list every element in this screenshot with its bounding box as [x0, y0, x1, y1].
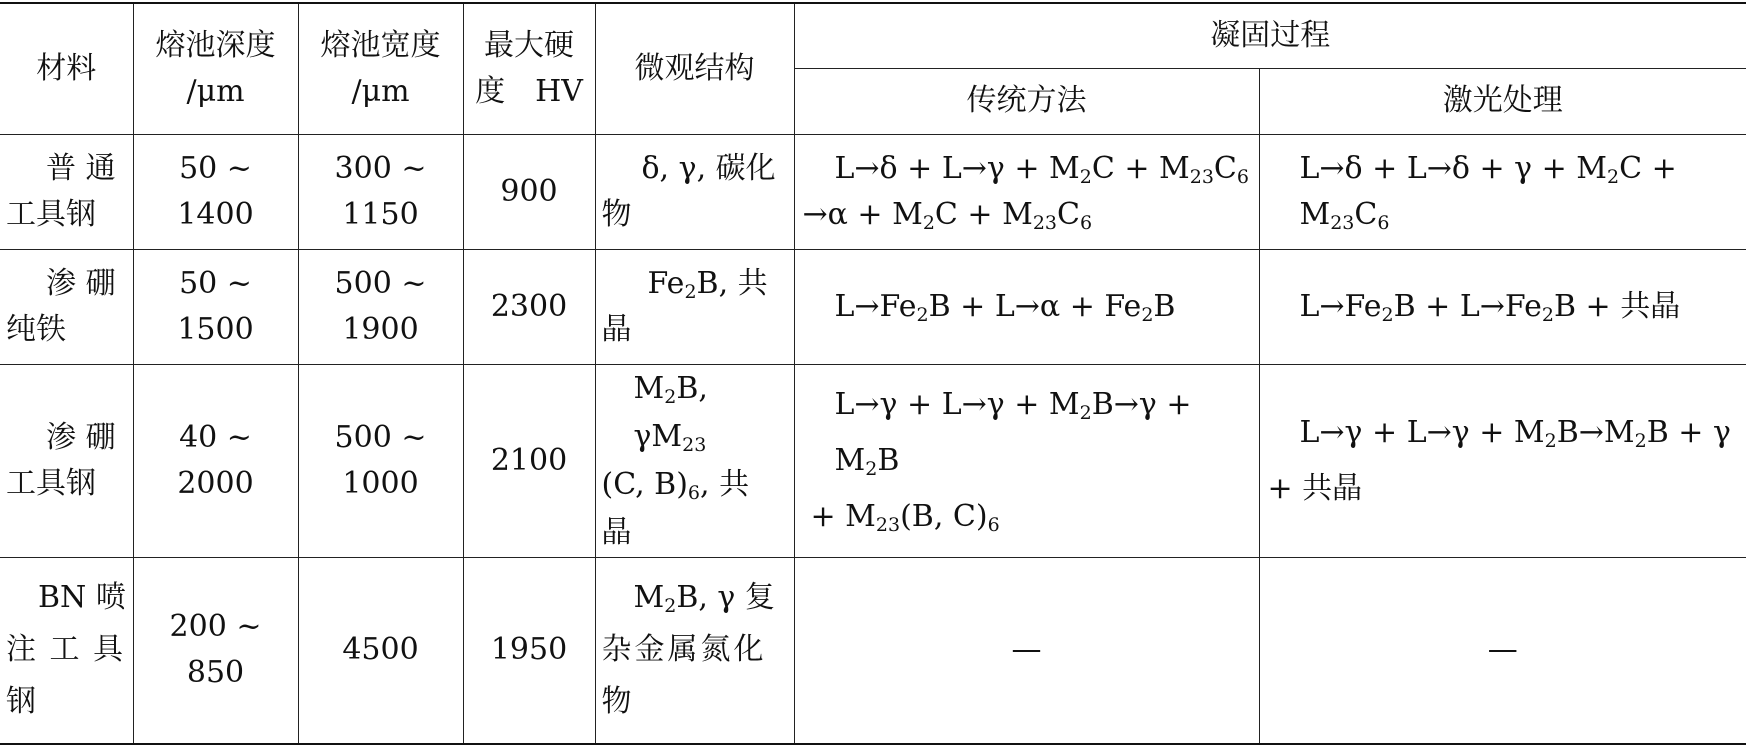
table-row	[0, 134, 1746, 249]
cell-depth: 40 ~ 2000	[133, 364, 298, 557]
cell-micro	[595, 134, 794, 249]
micro-line: 杂金属氮化	[601, 632, 767, 668]
header-solidification	[794, 3, 1746, 68]
header-depth-unit: /μm	[186, 73, 245, 109]
cell-hardness: 2100	[463, 364, 595, 557]
header-depth	[133, 3, 298, 134]
conventional-line: $L\to\delta + L\to\gamma + M_2C + M_{23}C_6$	[834, 150, 1249, 188]
laser-line: $L\to\delta + L\to\delta + \gamma + M_2C + M_{23}C_6$	[1299, 150, 1677, 234]
cell-conventional: —	[794, 557, 1259, 744]
cell-laser	[1259, 134, 1746, 249]
header-hardness-label: 最大硬	[484, 27, 574, 63]
material-line: 渗 硼	[46, 419, 116, 455]
micro-line: $M_2B$, $\gamma M_{23}$	[633, 370, 708, 456]
micro-line: δ, γ, 碳化	[641, 150, 776, 186]
cell-width: 4500	[298, 557, 463, 744]
laser-line: $L\to Fe_2B + L\to Fe_2B$ + 共晶	[1299, 288, 1681, 326]
conventional-line: $L\to\gamma + L\to\gamma + M_2B\to\gamma + M_2B$	[834, 386, 1192, 480]
header-material	[0, 3, 133, 134]
laser-line: + 共晶	[1267, 470, 1363, 506]
micro-line: $M_2B$, γ 复	[633, 580, 775, 618]
material-line: 普 通	[46, 150, 116, 186]
header-micro-label: 微观结构	[634, 50, 755, 86]
cell-laser	[1259, 364, 1746, 557]
micro-line: 物	[601, 196, 632, 232]
cell-laser: —	[1259, 557, 1746, 744]
cell-depth: 50 ~ 1500	[133, 249, 298, 364]
material-line: 注 工 具	[6, 632, 126, 668]
material-line: 工具钢	[6, 465, 96, 501]
header-depth-label: 熔池深度	[155, 27, 276, 63]
cell-micro	[595, 249, 794, 364]
header-laser	[1259, 68, 1746, 134]
header-hardness	[463, 3, 595, 134]
cell-conventional	[794, 364, 1259, 557]
cell-micro	[595, 557, 794, 744]
cell-hardness: 900	[463, 134, 595, 249]
conventional-line: + $M_{23}(B$, $C)_6$	[810, 498, 1000, 536]
cell-material	[0, 249, 133, 364]
cell-material	[0, 557, 133, 744]
material-comparison-table	[0, 2, 1746, 745]
conventional-line: $\to\alpha + M_2C + M_{23}C_6$	[802, 196, 1093, 234]
header-laser-label: 激光处理	[1442, 83, 1563, 118]
laser-line: $L\to\gamma + L\to\gamma + M_2B\to M_2B + \gamma$	[1299, 414, 1731, 452]
cell-depth: 200 ~ 850	[133, 557, 298, 744]
table-row	[0, 249, 1746, 364]
header-conventional-label: 传统方法	[966, 83, 1087, 118]
header-micro	[595, 3, 794, 134]
header-material-label: 材料	[36, 50, 97, 86]
cell-hardness: 1950	[463, 557, 595, 744]
micro-line: 物	[601, 684, 632, 720]
header-width	[298, 3, 463, 134]
cell-material	[0, 134, 133, 249]
header-width-unit: /μm	[351, 73, 410, 109]
cell-width: 500 ~ 1900	[298, 249, 463, 364]
cell-material	[0, 364, 133, 557]
material-line: BN 喷	[38, 580, 126, 616]
cell-hardness: 2300	[463, 249, 595, 364]
material-line: 工具钢	[6, 196, 96, 232]
cell-conventional	[794, 134, 1259, 249]
cell-micro	[595, 364, 794, 557]
header-conventional	[794, 68, 1259, 134]
conventional-line: $L\to Fe_2B + L\to\alpha + Fe_2B$	[834, 288, 1176, 326]
material-line: 钢	[6, 684, 36, 720]
micro-line: 晶	[601, 311, 632, 347]
header-solidification-label: 凝固过程	[1210, 17, 1331, 53]
header-hardness-unit: 度 HV	[475, 73, 583, 109]
cell-depth: 50 ~ 1400	[133, 134, 298, 249]
material-line: 纯铁	[6, 311, 66, 347]
material-line: 渗 硼	[46, 265, 116, 301]
cell-conventional	[794, 249, 1259, 364]
header-row-1	[0, 3, 1746, 68]
cell-width: 300 ~ 1150	[298, 134, 463, 249]
micro-line: (C, $B)_6$, 共	[601, 466, 750, 504]
cell-width: 500 ~ 1000	[298, 364, 463, 557]
table-row	[0, 364, 1746, 557]
micro-line: $Fe_2B$, 共	[647, 265, 768, 303]
header-width-label: 熔池宽度	[320, 27, 441, 63]
cell-laser	[1259, 249, 1746, 364]
table-row	[0, 557, 1746, 744]
micro-line: 晶	[601, 514, 632, 550]
